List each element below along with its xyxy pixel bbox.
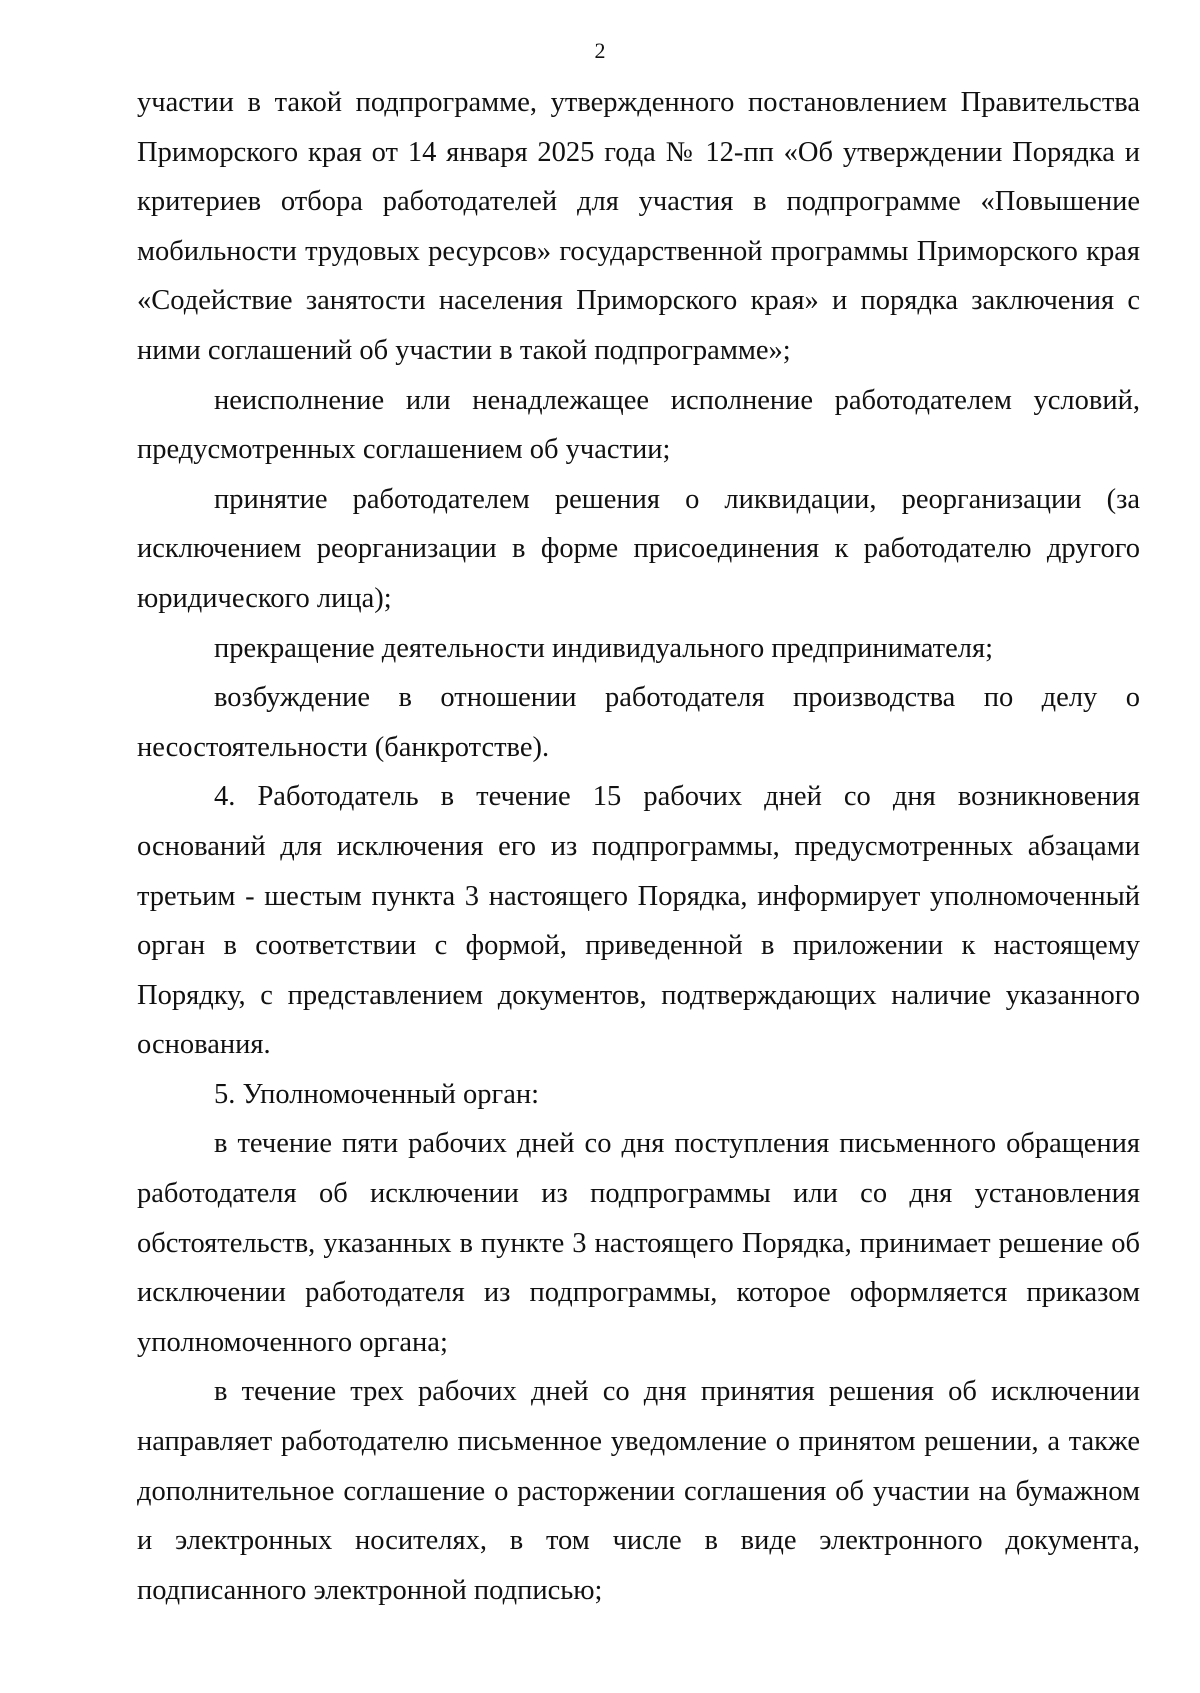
paragraph-item-5-heading: 5. Уполномоченный орган: [214, 1078, 540, 1110]
paragraph-continuation: участии в такой подпрограмме, утвержденного постановлением Правительства Приморского края от 14 января 2025 года № 12-пп «Об утверждении Порядка и критериев отбора работодателей для участия в подпрограмме «Повышение мобильности трудовых ресурсов» государственной программы Приморского края «Содействие занятости населения Приморского края» и порядка заключения с ними соглашений об участии в такой подпрограмме»; [137, 87, 1140, 366]
paragraph-item-5-decision: в течение пяти рабочих дней со дня поступления письменного обращения работодателя об исключении из подпрограммы или со дня установления обстоятельств, указанных в пункте 3 настоящего Порядка, принимает решение об исключении работодателя из подпрограммы, которое оформляется приказом уполномоченного органа; [137, 1128, 1140, 1358]
paragraph-nonperformance: неисполнение или ненадлежащее исполнение работодателем условий, предусмотренных соглашением об участии; [137, 384, 1140, 466]
paragraph-liquidation: принятие работодателем решения о ликвидации, реорганизации (за исключением реорганизации в форме присоединения к работодателю другого юридического лица); [137, 483, 1140, 614]
paragraph-termination: прекращение деятельности индивидуального предпринимателя; [214, 632, 994, 664]
paragraph-item-4: 4. Работодатель в течение 15 рабочих дней со дня возникновения оснований для исключения его из подпрограммы, предусмотренных абзацами третьим - шестым пункта 3 настоящего Порядка, информирует уполномоченный орган в соответствии с формой, приведенной в приложении к настоящему Порядку, с представлением документов, подтверждающих наличие указанного основания. [137, 781, 1140, 1061]
paragraph-item-5-notification: в течение трех рабочих дней со дня принятия решения об исключении направляет работодателю письменное уведомление о принятом решении, а также дополнительное соглашение о расторжении соглашения об участии на бумажном и электронных носителях, в том числе в виде электронного документа, подписанного электронной подписью; [137, 1376, 1140, 1606]
document-body [137, 78, 1140, 1615]
paragraph-bankruptcy: возбуждение в отношении работодателя производства по делу о несостоятельности (банкротстве). [137, 682, 1140, 763]
page-number: 2 [594, 38, 606, 63]
